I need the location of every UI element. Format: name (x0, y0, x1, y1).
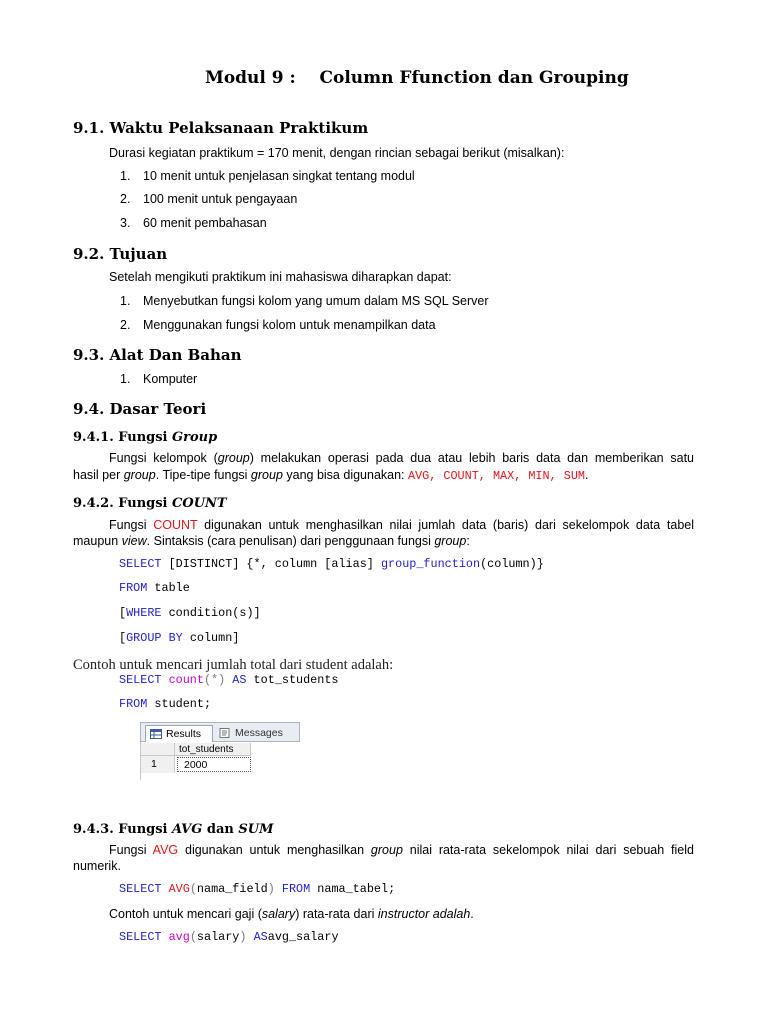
grid-corner (141, 743, 175, 756)
section-heading-9-4-3: 9.4.3. Fungsi AVG dan SUM (73, 822, 274, 837)
query-results-panel (140, 722, 300, 780)
code-line: SELECT AVG(nama_field) FROM nama_tabel; (119, 882, 396, 896)
tab-results[interactable] (145, 725, 213, 742)
row-number[interactable]: 1 (141, 756, 175, 773)
section-heading-9-3: 9.3. Alat Dan Bahan (73, 346, 242, 364)
section-heading-9-4-2: 9.4.2. Fungsi COUNT (73, 496, 227, 511)
tab-messages[interactable] (215, 725, 299, 742)
column-header[interactable]: tot_students (175, 743, 251, 756)
grid-icon (150, 729, 162, 739)
code-line: SELECT [DISTINCT] {*, column [alias] group_function(column)} (119, 557, 544, 571)
paragraph-line: maupun view. Sintaksis (cara penulisan) dari penggunaan fungsi group: (73, 534, 470, 548)
paragraph-line: Fungsi AVG digunakan untuk menghasilkan group nilai rata-rata sekelompok nilai dari sebuah field (109, 843, 694, 857)
section-heading-9-4-1: 9.4.1. Fungsi Group (73, 430, 218, 445)
section-9-1-intro: Durasi kegiatan praktikum = 170 menit, dengan rincian sebagai berikut (misalkan): (109, 146, 565, 160)
list-item-number: 3. (120, 216, 131, 230)
list-item-number: 1. (120, 294, 131, 308)
list-item-number: 2. (120, 192, 131, 206)
section-heading-9-1: 9.1. Waktu Pelaksanaan Praktikum (73, 119, 369, 137)
example-intro: Contoh untuk mencari gaji (salary) rata-rata dari instructor adalah. (109, 907, 474, 921)
tab-results-label: Results (166, 728, 202, 740)
section-heading-9-4: 9.4. Dasar Teori (73, 400, 207, 418)
results-grid (140, 742, 301, 780)
messages-icon (219, 728, 231, 738)
section-9-2-intro: Setelah mengikuti praktikum ini mahasiswa diharapkan dapat: (109, 270, 452, 284)
list-item-number: 1. (120, 372, 131, 386)
section-heading-9-2: 9.2. Tujuan (73, 245, 168, 263)
list-item: Menggunakan fungsi kolom untuk menampilkan data (143, 318, 436, 332)
code-line: SELECT avg(salary) ASavg_salary (119, 930, 339, 944)
page-title: Modul 9 : Column Ffunction dan Grouping (205, 68, 629, 88)
code-line: SELECT count(*) AS tot_students (119, 673, 339, 687)
list-item-number: 1. (120, 169, 131, 183)
list-item: 60 menit pembahasan (143, 216, 267, 230)
paragraph-line: Fungsi kelompok (group) melakukan operasi pada dua atau lebih baris data dan memberikan satu (109, 451, 694, 465)
code-line: [WHERE condition(s)] (119, 606, 261, 620)
results-tab-strip (140, 722, 300, 742)
paragraph-line: numerik. (73, 859, 121, 873)
code-line: FROM student; (119, 697, 212, 711)
paragraph-line: Fungsi COUNT digunakan untuk menghasilkan nilai jumlah data (baris) dari sekelompok data tabel (109, 518, 694, 532)
code-line: FROM table (119, 581, 190, 595)
list-item: Menyebutkan fungsi kolom yang umum dalam MS SQL Server (143, 294, 489, 308)
list-item-number: 2. (120, 318, 131, 332)
tab-messages-label: Messages (235, 727, 283, 739)
example-intro: Contoh untuk mencari jumlah total dari student adalah: (73, 657, 394, 673)
list-item: 100 menit untuk pengayaan (143, 192, 298, 206)
paragraph-line: hasil per group. Tipe-tipe fungsi group yang bisa digunakan: AVG, COUNT, MAX, MIN, SUM. (73, 468, 589, 483)
code-line: [GROUP BY column] (119, 631, 240, 645)
list-item: 10 menit untuk penjelasan singkat tentang modul (143, 169, 415, 183)
list-item: Komputer (143, 372, 198, 386)
group-function-list: AVG, COUNT, MAX, MIN, SUM (408, 469, 585, 483)
grid-cell[interactable]: 2000 (177, 757, 251, 772)
